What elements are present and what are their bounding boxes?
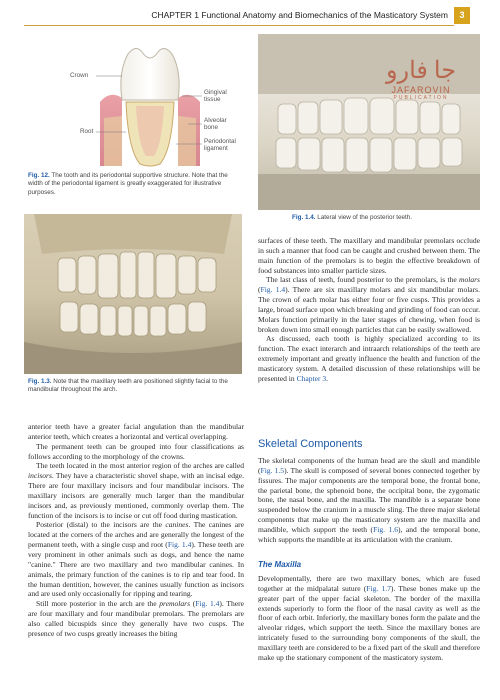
left-column-text — [28, 422, 244, 639]
watermark-sub: PUBLICATION — [393, 95, 449, 101]
skeletal-text — [258, 456, 480, 545]
fig-link[interactable]: Fig. 1.4 — [195, 599, 220, 609]
label-alveolar-bone: Alveolar bone — [204, 117, 227, 131]
fig-1-2-text: The tooth and its periodontal supportive structure. Note that the width of the periodontal ligament is greatly exaggerated for illustrative purposes. — [28, 172, 228, 196]
page-number: 3 — [454, 7, 470, 24]
paragraph: The skeletal components of the human head are the skull and mandible (Fig. 1.5). The skull is composed of several bones connected together by fissures. The major components are the temporal bone, the frontal bone, the parietal bone, the sphenoid bone, the occipital bone, the zygomatic bone, the nasal bone, and the maxilla. The mandible is a separate bone suspended below the cranium in a muscle sling. The three major skeletal components that make up the masticatory system are the maxilla and mandible, which support the teeth (Fig. 1.6), and the temporal bone, which supports the mandible at its articulation with the cranium. — [258, 456, 480, 544]
paragraph: Posterior (distal) to the incisors are the canines. The canines are located at the corners of the arches and are generally the longest of the permanent teeth, with a single cusp and root (Fig. 1.4). These teeth are very prominent in other animals such as dogs, and hence the name "canine." There are two maxillary and two mandibular canines. In animals, the primary function of the canines is to rip and tear food. In the human dentition, however, the canines usually function as incisors and are used only occasionally for ripping and tearing. — [28, 520, 244, 599]
page-header — [0, 0, 500, 36]
paragraph: The last class of teeth, found posterior to the premolars, is the molars (Fig. 1.4). There are six maxillary molars and six mandibular molars. The crown of each molar has either four or five cusps. This provides a large, broad surface upon which breaking and grinding of food can occur. Molars function primarily in the later stages of chewing, when food is broken down into small enough particles that can be easily swallowed. — [258, 275, 480, 334]
fig-1-2-number: Fig. 12. — [28, 172, 50, 179]
chapter-title: CHAPTER 1 Functional Anatomy and Biomechanics of the Masticatory System — [151, 10, 448, 20]
skull-teeth-photo — [24, 214, 242, 374]
watermark-arabic: جا فارو — [385, 58, 457, 84]
fig-1-4-caption — [292, 214, 482, 222]
paragraph: As discussed, each tooth is highly specialized according to its function. The exact interarch and intraarch relationships of the teeth are extremely important and greatly influence the health and function of the masticatory system. A detailed discussion of these relationships will be presented in Chapter 3. — [258, 334, 480, 383]
fig-1-4-number: Fig. 1.4. — [292, 214, 316, 221]
label-periodontal-ligament: Periodontal ligament — [204, 138, 236, 152]
paragraph: anterior teeth have a greater facial angulation than the mandibular anterior teeth, which creates a horizontal and vertical overlapping. — [28, 422, 244, 441]
fig-link[interactable]: Fig. 1.4 — [260, 285, 286, 295]
paragraph: The teeth located in the most anterior region of the arches are called incisors. They have a characteristic shovel shape, with an incisal edge. There are four maxillary incisors and four mandibular incisors. The maxillary incisors are generally much larger than the mandibular incisors and, as previously mentioned, commonly overlap them. The function of the incisors is to incise or cut off food during mastication. — [28, 461, 244, 520]
paragraph: surfaces of these teeth. The maxillary and mandibular premolars occlude in such a manner that food can be caught and crushed between them. The main function of the premolars is to begin the effective breakdown of food substances into smaller particle sizes. — [258, 236, 480, 275]
subsection-heading: The Maxilla — [258, 560, 302, 569]
fig-1-3-number: Fig. 1.3. — [28, 378, 52, 385]
fig-1-3-text: Note that the maxillary teeth are positioned slightly facial to the mandibular throughout the arch. — [28, 378, 228, 394]
publisher-watermark — [362, 56, 480, 101]
paragraph: The permanent teeth can be grouped into four classifications as follows according to the morphology of the crowns. — [28, 441, 244, 461]
fig-1-2-caption — [28, 172, 238, 197]
chapter-link[interactable]: Chapter 3 — [296, 373, 327, 383]
right-column-text — [258, 236, 480, 384]
fig-link[interactable]: Fig. 1.5 — [260, 465, 285, 475]
fig-1-3-caption — [28, 378, 242, 395]
label-crown: Crown — [70, 72, 89, 79]
paragraph: Developmentally, there are two maxillary bones, which are fused together at the midpalatal suture (Fig. 1.7). These bones make up the greater part of the upper facial skeleton. The border of the maxilla extends superiorly to form the floor of the nasal cavity as well as the floor of each orbit. Inferiorly, the maxillary bones form the palate and the alveolar ridges, which support the teeth. Since the maxillary bones are intricately fused to the surrounding bony components of the skull, the maxillary teeth are considered to be a fixed part of the skull and therefore make up the stationary component of the masticatory system. — [258, 574, 480, 662]
fig-1-4-text: Lateral view of the posterior teeth. — [317, 214, 413, 221]
label-root: Root — [80, 128, 94, 135]
section-heading: Skeletal Components — [258, 438, 363, 450]
fig-link[interactable]: Fig. 1.7 — [366, 583, 391, 593]
maxilla-text — [258, 574, 480, 663]
label-gingival-tissue: Gingival tissue — [204, 89, 227, 103]
paragraph: Still more posterior in the arch are the premolars (Fig. 1.4). There are four maxillary and four mandibular premolars. The premolars are also called bicuspids since they generally have two cusps. The presence of two cusps greatly increases the biting — [28, 599, 244, 638]
watermark-name: JAFAROVIN — [391, 85, 451, 95]
fig-link[interactable]: Fig. 1.4 — [167, 540, 192, 550]
fig-link[interactable]: Fig. 1.6 — [373, 524, 398, 534]
